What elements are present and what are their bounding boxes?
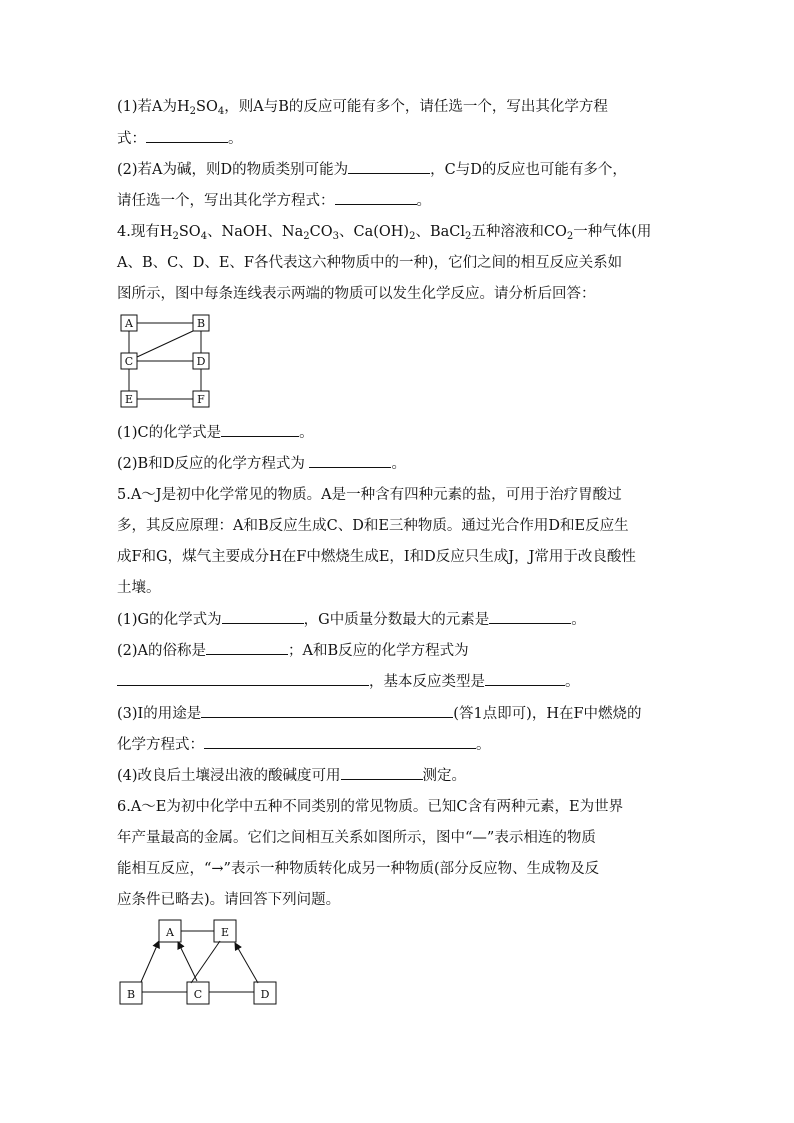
answer-blank[interactable] <box>117 671 369 686</box>
q6-stem-line4: 应条件已略去)。请回答下列问题。 <box>117 892 341 908</box>
q5-stem-line2: 多，其反应原理：A和B反应生成C、D和E三种物质。通过光合作用D和E反应生 <box>117 518 629 534</box>
answer-blank[interactable] <box>221 422 299 437</box>
answer-blank[interactable] <box>489 609 571 624</box>
q6-stem-line3: 能相互反应，“→”表示一种物质转化成另一种物质(部分反应物、生成物及反 <box>117 861 600 877</box>
answer-blank[interactable] <box>309 453 391 468</box>
q3-part1-line1: (1)若A为$H_2SO_4$，则A与B的反应可能有多个，请任选一个，写出其化学方程 <box>117 99 608 117</box>
q5-sub1: (1)G的化学式为 ，G中质量分数最大的元素是 。 <box>117 609 586 630</box>
node-label-b: B <box>196 317 206 330</box>
q5-stem-line4: 土壤。 <box>117 580 161 596</box>
node-label-d: D <box>260 988 270 1001</box>
answer-blank[interactable] <box>206 640 288 655</box>
q4-stem-line2: A、B、C、D、E、F各代表这六种物质中的一种)，它们之间的相互反应关系如 <box>117 255 623 271</box>
node-label-e: E <box>124 393 134 406</box>
answer-blank[interactable] <box>348 159 430 174</box>
q6-stem-line1: 6.A～E为初中化学中五种不同类别的常见物质。已知C含有两种元素，E为世界 <box>117 799 624 815</box>
q5-sub2-line2: ，基本反应类型是 。 <box>117 671 580 692</box>
q4-sub1: (1)C的化学式是 。 <box>117 422 314 443</box>
node-label-b: B <box>126 988 136 1001</box>
arrow-d-to-e <box>235 943 258 983</box>
q4-stem-line3: 图所示，图中每条连线表示两端的物质可以发生化学反应。请分析后回答： <box>117 286 596 302</box>
node-label-f: F <box>197 393 205 406</box>
q5-sub3-line1: (3)I的用途是 (答1点即可)，H在F中燃烧的 <box>117 703 642 724</box>
answer-blank[interactable] <box>204 734 476 749</box>
answer-blank[interactable] <box>335 190 417 205</box>
node-label-c: C <box>124 355 134 368</box>
q4-stem-line1: 4.现有$H_2SO_4$、NaOH、$Na_2CO_3$、$Ca(OH)_2$、BaCl$_2$五种溶液和$CO_2$一种气体(用 <box>117 224 652 242</box>
q5-sub3-line2: 化学方程式： 。 <box>117 734 491 755</box>
q4-sub2: (2)B和D反应的化学方程式为 。 <box>117 453 406 474</box>
q5-stem-line1: 5.A～J是初中化学常见的物质。A是一种含有四种元素的盐，可用于治疗胃酸过 <box>117 487 622 503</box>
q3-part2-line1: (2)若A为碱，则D的物质类别可能为 ，C与D的反应也可能有多个， <box>117 159 627 180</box>
q3-part2-line2: 请任选一个，写出其化学方程式： 。 <box>117 190 431 211</box>
node-label-c: C <box>193 988 203 1001</box>
answer-blank[interactable] <box>146 128 228 143</box>
q3-part1-line2: 式： 。 <box>117 128 243 149</box>
node-label-e: E <box>220 926 230 939</box>
q6-relation-diagram <box>110 912 290 1012</box>
answer-blank[interactable] <box>201 703 453 718</box>
node-label-a: A <box>125 317 133 330</box>
arrow-c-to-a <box>178 942 197 981</box>
arrow-b-to-a <box>141 941 159 982</box>
q5-sub4: (4)改良后土壤浸出液的酸碱度可用 测定。 <box>117 765 466 786</box>
node-label-a: A <box>166 926 174 939</box>
q6-stem-line2: 年产量最高的金属。它们之间相互关系如图所示，图中“—”表示相连的物质 <box>117 830 596 846</box>
node-label-d: D <box>196 355 206 368</box>
q5-stem-line3: 成F和G，煤气主要成分H在F中燃烧生成E，I和D反应只生成J，J常用于改良酸性 <box>117 549 636 565</box>
answer-blank[interactable] <box>341 765 423 780</box>
edge-c-b <box>137 331 193 357</box>
answer-blank[interactable] <box>222 609 304 624</box>
q5-sub2-line1: (2)A的俗称是 ；A和B反应的化学方程式为 <box>117 640 469 661</box>
edge-c-e <box>191 941 220 983</box>
answer-blank[interactable] <box>485 671 565 686</box>
q4-reaction-diagram <box>115 310 225 412</box>
